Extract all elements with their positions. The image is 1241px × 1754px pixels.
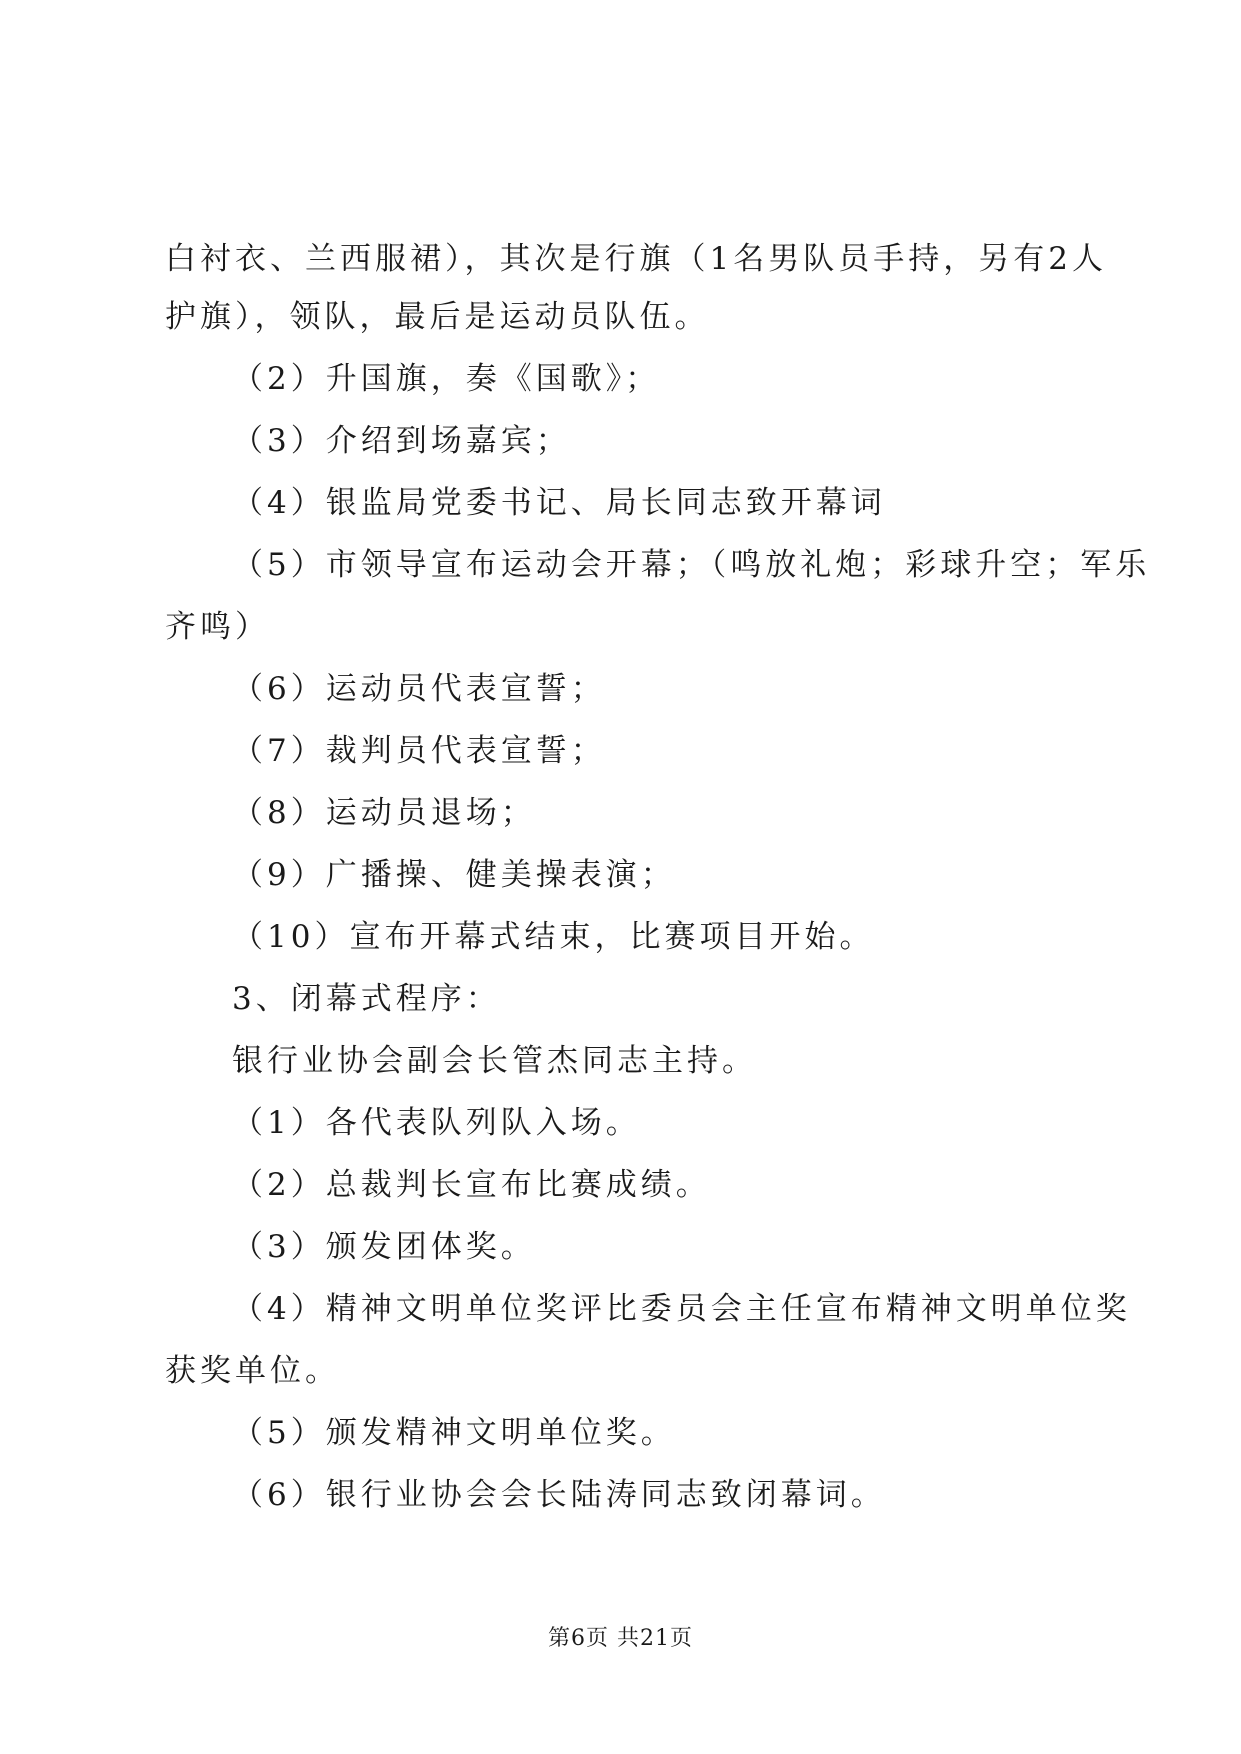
list-item: （3）颁发团体奖。: [232, 1229, 536, 1265]
section-heading: 3、闭幕式程序：: [232, 981, 501, 1017]
paragraph-line: 齐鸣）: [165, 609, 270, 645]
paragraph-line: 白衬衣、兰西服裙），其次是行旗（1名男队员手持，另有2人: [165, 241, 1107, 277]
list-item: （4）银监局党委书记、局长同志致开幕词: [232, 485, 886, 521]
page-number-footer: 第6页 共21页: [548, 1626, 693, 1651]
list-item: （3）介绍到场嘉宾；: [232, 423, 571, 459]
paragraph-line: 护旗），领队，最后是运动员队伍。: [165, 299, 710, 335]
list-item: （2）总裁判长宣布比赛成绩。: [232, 1167, 711, 1203]
paragraph-line: 获奖单位。: [165, 1353, 340, 1389]
list-item: （1）各代表队列队入场。: [232, 1105, 641, 1141]
list-item: （8）运动员退场；: [232, 795, 536, 831]
list-item: （10）宣布开幕式结束，比赛项目开始。: [232, 919, 875, 955]
list-item: （6）银行业协会会长陆涛同志致闭幕词。: [232, 1477, 886, 1513]
list-item: （7）裁判员代表宣誓；: [232, 733, 606, 769]
list-item: （5）市领导宣布运动会开幕；（鸣放礼炮；彩球升空；军乐: [232, 547, 1151, 583]
list-item: （2）升国旗，奏《国歌》；: [232, 361, 661, 397]
list-item: （9）广播操、健美操表演；: [232, 857, 676, 893]
list-item: （5）颁发精神文明单位奖。: [232, 1415, 676, 1451]
list-item: （4）精神文明单位奖评比委员会主任宣布精神文明单位奖: [232, 1291, 1131, 1327]
paragraph-line: 银行业协会副会长管杰同志主持。: [232, 1043, 757, 1079]
list-item: （6）运动员代表宣誓；: [232, 671, 606, 707]
